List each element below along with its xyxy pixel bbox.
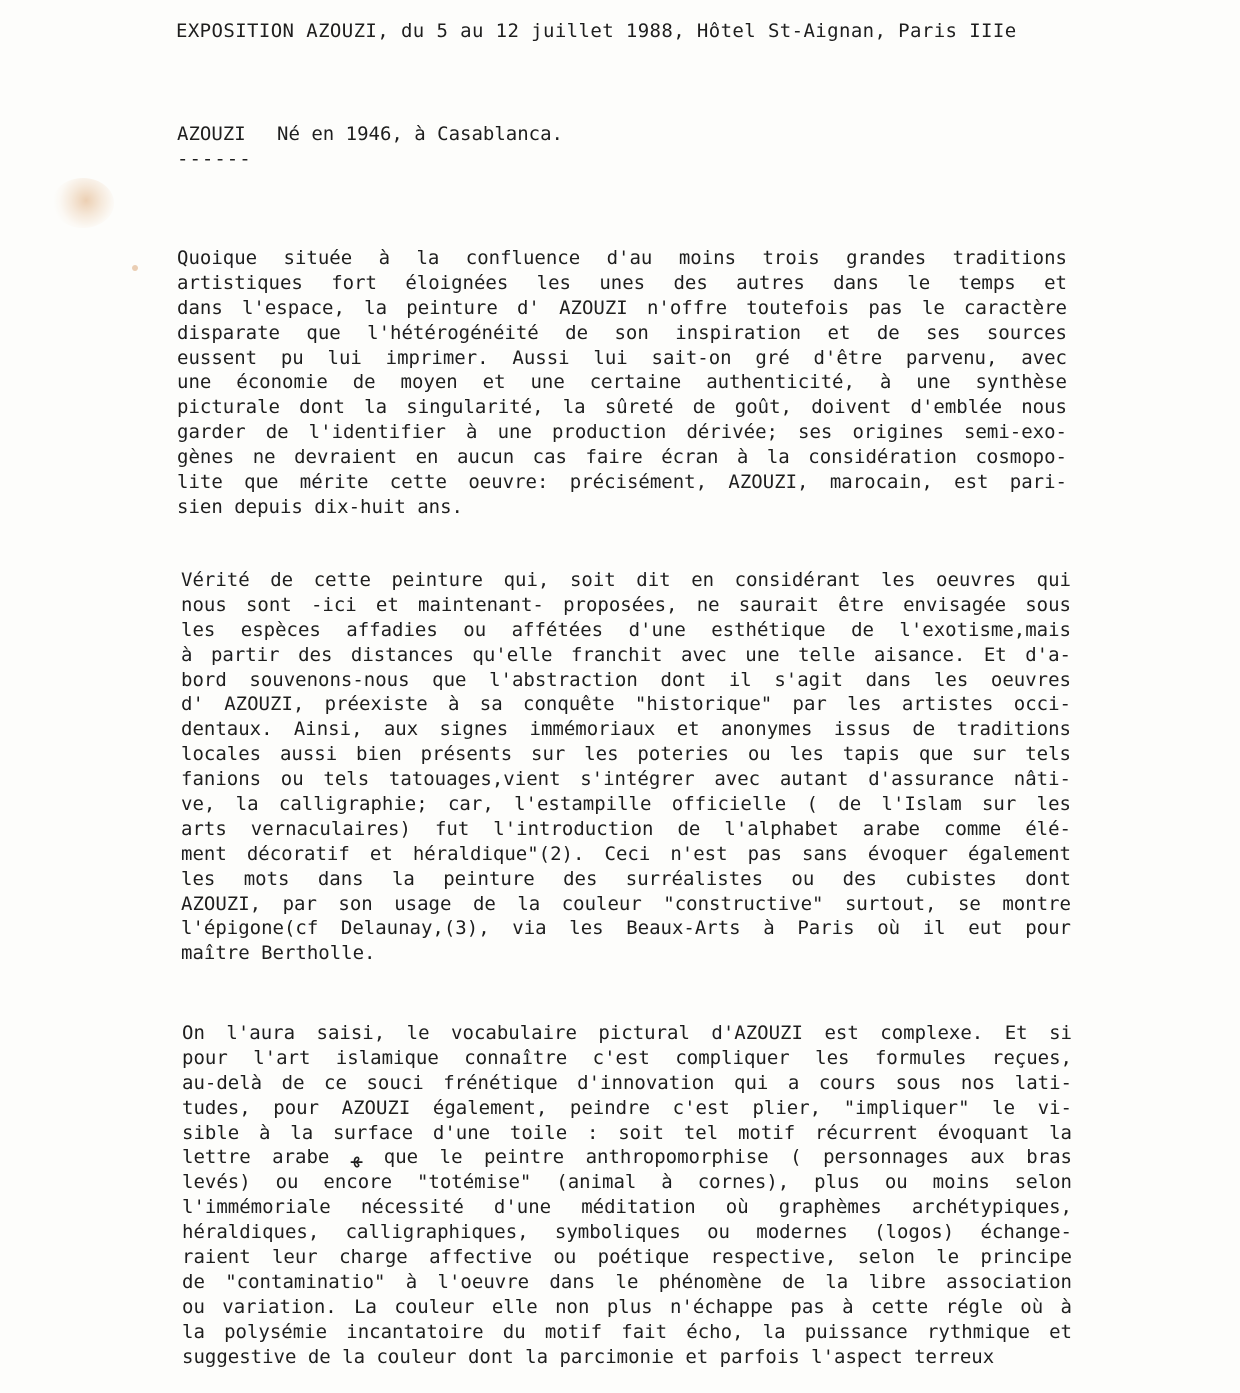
paragraph-line: nous sont -ici et maintenant- proposées, ne saurait être envisagée sous xyxy=(181,593,1071,616)
paragraph-1 xyxy=(177,246,1067,520)
paragraph-line: eussent pu lui imprimer. Aussi lui sait-on gré d'être parvenu, avec xyxy=(177,346,1067,369)
paragraph-line: On l'aura saisi, le vocabulaire pictural d'AZOUZI est complexe. Et si xyxy=(182,1022,1072,1044)
paragraph-line: Quoique située à la confluence d'au moins trois grandes traditions xyxy=(177,247,1067,269)
paragraph-2 xyxy=(181,568,1071,966)
paragraph-line: héraldiques, calligraphiques, symboliques ou modernes (logos) échange- xyxy=(182,1221,1072,1244)
artist-name-underline: ------ xyxy=(177,148,252,170)
paragraph-line: bord souvenons-nous que l'abstraction dont il s'agit dans les oeuvres xyxy=(181,668,1071,691)
paragraph-line: raient leur charge affective ou poétique respective, selon le principe xyxy=(182,1246,1072,1269)
paragraph-line: suggestive de la couleur dont la parcimonie et parfois l'aspect terreux xyxy=(182,1345,995,1368)
paragraph-line: maître Bertholle. xyxy=(181,942,376,965)
paragraph-line: disparate que l'hétérogénéité de son inspiration et de ses sources xyxy=(177,321,1067,344)
paragraph-line: sible à la surface d'une toile : soit tel motif récurrent évoquant la xyxy=(182,1121,1072,1144)
paragraph-line: dentaux. Ainsi, aux signes immémoriaux et anonymes issus de traditions xyxy=(181,718,1071,741)
paragraph-line: de "contaminatio" à l'oeuvre dans le phénomène de la libre association xyxy=(182,1270,1072,1293)
paragraph-line: au-delà de ce souci frénétique d'innovation qui a cours sous nos lati- xyxy=(182,1071,1072,1094)
artist-name: AZOUZI xyxy=(177,123,246,145)
paragraph-line: AZOUZI, par son usage de la couleur "constructive" surtout, se montre xyxy=(181,892,1071,915)
paragraph-line: ment décoratif et héraldique"(2). Ceci n'est pas sans évoquer également xyxy=(181,842,1071,865)
paragraph-line: artistiques fort éloignées les unes des autres dans le temps et xyxy=(177,271,1067,294)
paper-stain-dot xyxy=(132,265,138,271)
paragraph-line: l'immémoriale nécessité d'une méditation où graphèmes archétypiques, xyxy=(182,1196,1072,1219)
paragraph-line: ou variation. La couleur elle non plus n'échappe pas à cette régle où à xyxy=(182,1295,1072,1318)
paragraph-line: dans l'espace, la peinture d' AZOUZI n'offre toutefois pas le caractère xyxy=(177,296,1067,319)
exhibition-title: EXPOSITION AZOUZI, du 5 au 12 juillet 1988, Hôtel St-Aignan, Paris IIIe xyxy=(176,20,1017,42)
paragraph-line: fanions ou tels tatouages,vient s'intégrer avec autant d'assurance nâti- xyxy=(181,768,1071,791)
paragraph-line: garder de l'identifier à une production dérivée; ses origines semi-exo- xyxy=(177,421,1067,444)
artist-birth: Né en 1946, à Casablanca. xyxy=(277,123,563,145)
paragraph-line: lettre arabe ﻬ que le peintre anthropomorphise ( personnages aux bras xyxy=(182,1146,1072,1169)
paragraph-line: à partir des distances qu'elle franchit avec une telle aisance. Et d'a- xyxy=(181,643,1071,666)
paragraph-line: pour l'art islamique connaître c'est compliquer les formules reçues, xyxy=(182,1046,1072,1069)
paragraph-line: d' AZOUZI, préexiste à sa conquête "historique" par les artistes occi- xyxy=(181,693,1071,716)
paragraph-line: les espèces affadies ou affétées d'une esthétique de l'exotisme,mais xyxy=(181,618,1071,641)
paragraph-line: les mots dans la peinture des surréalistes ou des cubistes dont xyxy=(181,867,1071,890)
artist-heading xyxy=(177,123,563,145)
paragraph-line: picturale dont la singularité, la sûreté de goût, doivent d'emblée nous xyxy=(177,396,1067,419)
paragraph-line: Vérité de cette peinture qui, soit dit en considérant les oeuvres qui xyxy=(181,569,1071,591)
paragraph-line: arts vernaculaires) fut l'introduction de l'alphabet arabe comme élé- xyxy=(181,817,1071,840)
paragraph-line: ve, la calligraphie; car, l'estampille officielle ( de l'Islam sur les xyxy=(181,793,1071,816)
paragraph-line: sien depuis dix-huit ans. xyxy=(177,495,463,518)
paragraph-line: levés) ou encore "totémise" (animal à cornes), plus ou moins selon xyxy=(182,1171,1072,1194)
paragraph-line: une économie de moyen et une certaine authenticité, à une synthèse xyxy=(177,371,1067,394)
paragraph-line: la polysémie incantatoire du motif fait écho, la puissance rythmique et xyxy=(182,1320,1072,1343)
paragraph-line: l'épigone(cf Delaunay,(3), via les Beaux-Arts à Paris où il eut pour xyxy=(181,917,1071,940)
paragraph-line: locales aussi bien présents sur les poteries ou les tapis que sur tels xyxy=(181,743,1071,766)
paragraph-line: lite que mérite cette oeuvre: précisément, AZOUZI, marocain, est pari- xyxy=(177,471,1067,494)
paragraph-line: tudes, pour AZOUZI également, peindre c'est plier, "impliquer" le vi- xyxy=(182,1096,1072,1119)
paragraph-3 xyxy=(182,1021,1072,1369)
paper-stain xyxy=(52,178,114,228)
paragraph-line: gènes ne devraient en aucun cas faire écran à la considération cosmopo- xyxy=(177,446,1067,469)
